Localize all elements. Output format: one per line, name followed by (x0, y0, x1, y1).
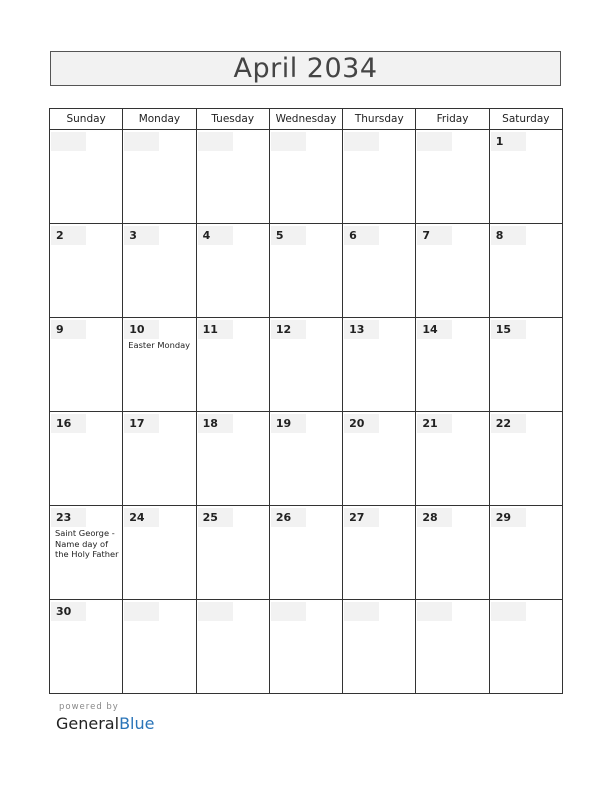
weekday-friday: Friday (416, 109, 489, 130)
day-number (344, 132, 379, 151)
brand-footer (56, 702, 154, 733)
day-number (198, 132, 233, 151)
day-cell (343, 412, 416, 506)
day-cell (489, 506, 562, 600)
day-number: 27 (344, 508, 379, 527)
day-cell (343, 224, 416, 318)
day-cell (196, 224, 269, 318)
day-cell (269, 412, 342, 506)
day-cell (416, 600, 489, 694)
day-cell (50, 600, 123, 694)
day-number: 17 (124, 414, 159, 433)
day-number: 24 (124, 508, 159, 527)
day-cell (489, 412, 562, 506)
day-number (417, 602, 452, 621)
day-number (198, 602, 233, 621)
day-number: 18 (198, 414, 233, 433)
week-row (50, 318, 563, 412)
day-cell (50, 224, 123, 318)
day-cell (50, 506, 123, 600)
week-row (50, 600, 563, 694)
day-number: 28 (417, 508, 452, 527)
day-number (51, 132, 86, 151)
day-cell (343, 600, 416, 694)
logo-general-text: General (56, 714, 120, 733)
day-cell (416, 318, 489, 412)
day-cell (489, 224, 562, 318)
day-cell (50, 318, 123, 412)
day-cell (123, 506, 196, 600)
day-number: 29 (491, 508, 526, 527)
day-cell (489, 318, 562, 412)
day-cell (123, 224, 196, 318)
week-row (50, 412, 563, 506)
week-row (50, 130, 563, 224)
generalblue-logo (56, 714, 154, 733)
day-cell (123, 412, 196, 506)
day-number: 21 (417, 414, 452, 433)
week-row (50, 224, 563, 318)
day-cell (196, 506, 269, 600)
holiday-label: Saint George - Name day of the Holy Father (55, 528, 119, 559)
day-number (491, 602, 526, 621)
day-cell (269, 600, 342, 694)
day-cell (50, 130, 123, 224)
weekday-header-row (50, 109, 563, 130)
day-cell (196, 318, 269, 412)
calendar-grid (49, 108, 563, 694)
day-number (124, 132, 159, 151)
day-number (417, 132, 452, 151)
day-number: 19 (271, 414, 306, 433)
day-number (271, 132, 306, 151)
day-cell (196, 600, 269, 694)
weekday-sunday: Sunday (50, 109, 123, 130)
powered-by-text: powered by (59, 702, 119, 712)
day-number: 7 (417, 226, 452, 245)
day-number: 2 (51, 226, 86, 245)
week-row (50, 506, 563, 600)
weekday-tuesday: Tuesday (196, 109, 269, 130)
holiday-label: Easter Monday (128, 340, 191, 350)
day-cell (416, 506, 489, 600)
day-number: 30 (51, 602, 86, 621)
day-number: 20 (344, 414, 379, 433)
day-cell (489, 600, 562, 694)
day-cell (343, 130, 416, 224)
weekday-wednesday: Wednesday (269, 109, 342, 130)
day-number: 4 (198, 226, 233, 245)
day-number (271, 602, 306, 621)
weekday-monday: Monday (123, 109, 196, 130)
day-number (124, 602, 159, 621)
day-number: 5 (271, 226, 306, 245)
day-cell (123, 318, 196, 412)
day-cell (269, 318, 342, 412)
day-number: 12 (271, 320, 306, 339)
day-cell (416, 224, 489, 318)
day-number: 11 (198, 320, 233, 339)
day-cell (489, 130, 562, 224)
day-cell (50, 412, 123, 506)
day-cell (123, 130, 196, 224)
day-cell (343, 318, 416, 412)
day-number (344, 602, 379, 621)
day-number: 3 (124, 226, 159, 245)
day-number: 14 (417, 320, 452, 339)
day-cell (343, 506, 416, 600)
day-number: 22 (491, 414, 526, 433)
day-number: 23 (51, 508, 86, 527)
day-number: 16 (51, 414, 86, 433)
day-number: 26 (271, 508, 306, 527)
day-cell (123, 600, 196, 694)
day-cell (196, 130, 269, 224)
calendar-title: April 2034 (50, 51, 561, 86)
day-cell (269, 224, 342, 318)
day-number: 13 (344, 320, 379, 339)
day-cell (416, 130, 489, 224)
day-cell (269, 130, 342, 224)
day-number: 9 (51, 320, 86, 339)
day-number: 1 (491, 132, 526, 151)
day-cell (269, 506, 342, 600)
day-number: 8 (491, 226, 526, 245)
day-number: 15 (491, 320, 526, 339)
day-number: 10 (124, 320, 159, 339)
weekday-saturday: Saturday (489, 109, 562, 130)
logo-blue-text: Blue (119, 714, 155, 733)
weekday-thursday: Thursday (343, 109, 416, 130)
day-number: 6 (344, 226, 379, 245)
day-cell (416, 412, 489, 506)
day-cell (196, 412, 269, 506)
day-number: 25 (198, 508, 233, 527)
